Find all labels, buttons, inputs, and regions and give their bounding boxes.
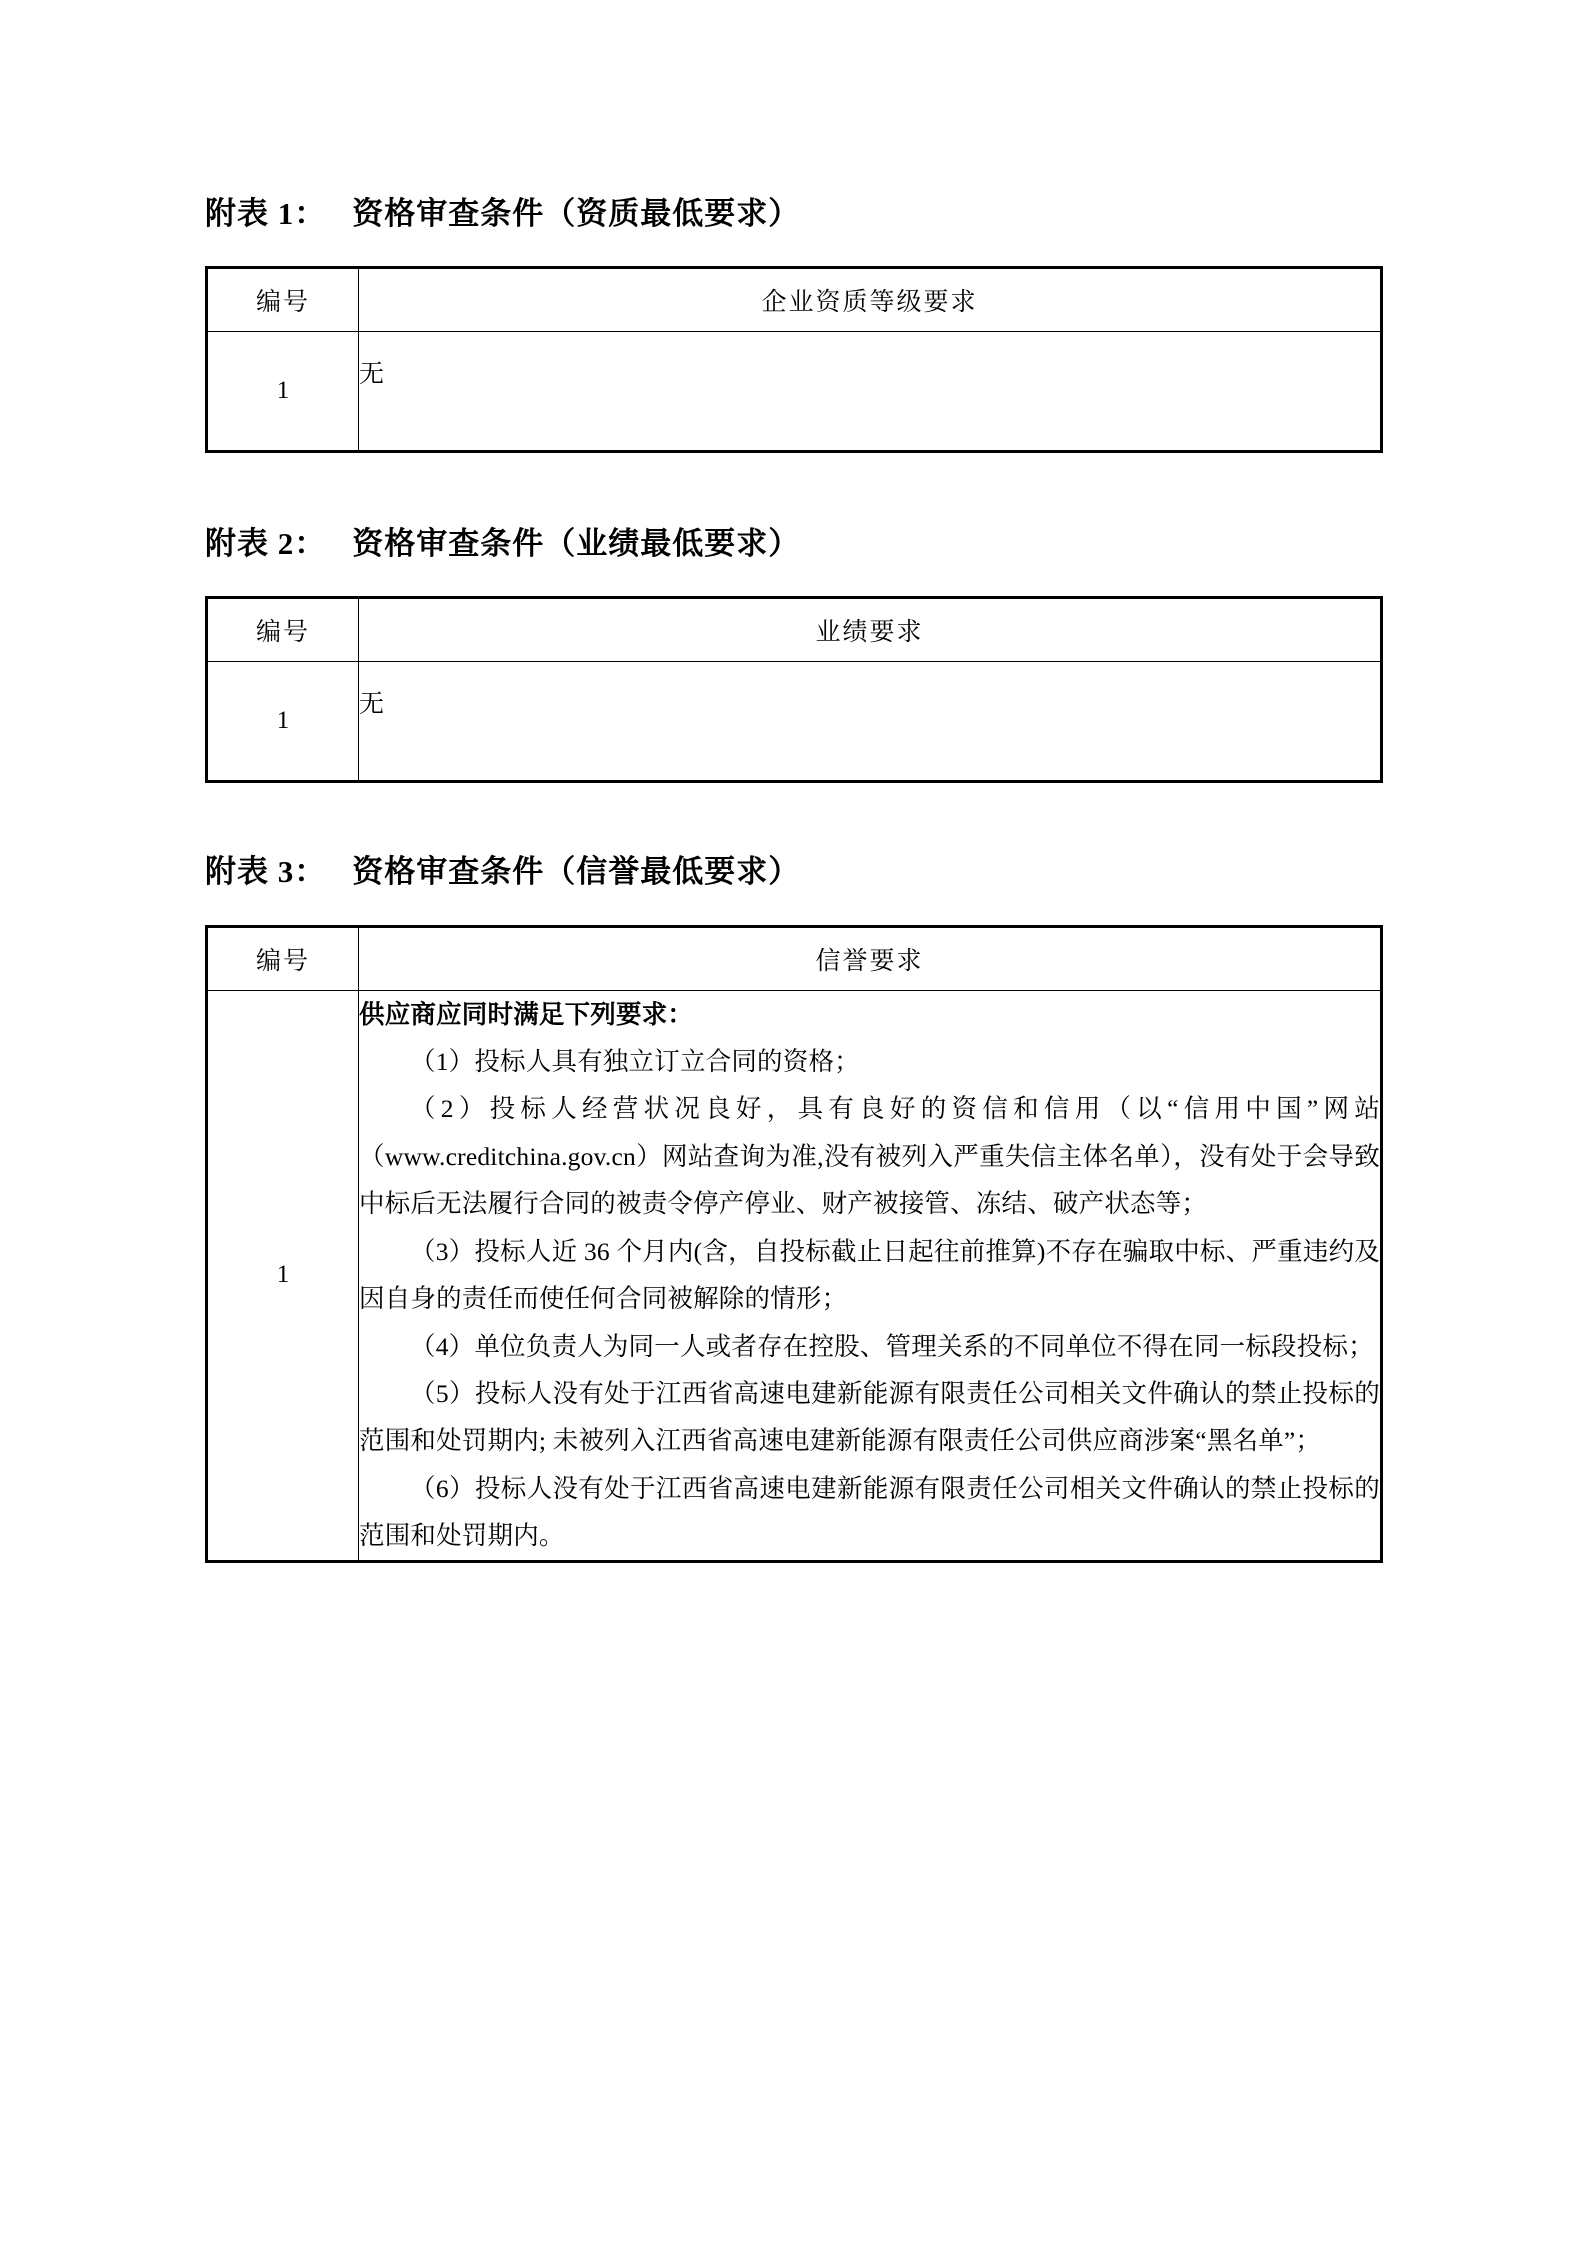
credit-item-6: （6）投标人没有处于江西省高速电建新能源有限责任公司相关文件确认的禁止投标的范围和处罚期内。 [359, 1473, 1380, 1551]
column-header-requirement-2: 业绩要求 [359, 598, 1382, 662]
section-heading-label-2: 附表 2： [205, 526, 327, 562]
column-header-no-2: 编号 [207, 598, 359, 662]
column-header-requirement-3: 信誉要求 [359, 926, 1382, 990]
column-header-requirement-1: 企业资质等级要求 [359, 268, 1382, 332]
cell-credit-requirements [359, 990, 1382, 1561]
cell-requirement: 无 [359, 662, 1382, 782]
table-header-row [207, 598, 1382, 662]
section-heading-attachment-3 [205, 853, 1387, 890]
credit-item-2: （2）投标人经营状况良好，具有良好的资信和信用（以“信用中国”网站（www.creditchina.gov.cn）网站查询为准,没有被列入严重失信主体名单），没有处于会导致中标后无法履行合同的被责令停产停业、财产被接管、冻结、破产状态等； [359, 1094, 1380, 1219]
table-attachment-2 [205, 596, 1383, 783]
credit-lead-text: 供应商应同时满足下列要求： [359, 999, 694, 1029]
credit-requirements-body [359, 991, 1380, 1560]
section-heading-label-1: 附表 1： [205, 196, 327, 231]
section-heading-attachment-2 [205, 525, 1387, 562]
column-header-no-3: 编号 [207, 926, 359, 990]
page-content [205, 195, 1387, 1563]
section-heading-label-3: 附表 3： [205, 854, 327, 890]
credit-item-5: （5）投标人没有处于江西省高速电建新能源有限责任公司相关文件确认的禁止投标的范围和处罚期内; 未被列入江西省高速电建新能源有限责任公司供应商涉案“黑名单”； [359, 1378, 1380, 1456]
cell-row-number: 1 [207, 662, 359, 782]
cell-requirement: 无 [359, 332, 1382, 452]
section-heading-text-2: 资格审查条件（业绩最低要求） [352, 526, 801, 562]
cell-row-number: 1 [207, 990, 359, 1561]
credit-item-1: （1）投标人具有独立订立合同的资格； [410, 1046, 860, 1076]
column-header-no-1: 编号 [207, 268, 359, 332]
section-heading-text-3: 资格审查条件（信誉最低要求） [352, 854, 801, 890]
table-attachment-1 [205, 266, 1383, 453]
table-header-row [207, 268, 1382, 332]
credit-item-4: （4）单位负责人为同一人或者存在控股、管理关系的不同单位不得在同一标段投标； [410, 1331, 1374, 1361]
section-heading-attachment-1 [205, 195, 1387, 232]
cell-row-number: 1 [207, 332, 359, 452]
table-row [207, 990, 1382, 1561]
section-heading-text-1: 资格审查条件（资质最低要求） [352, 196, 801, 231]
table-header-row [207, 926, 1382, 990]
credit-item-3: （3）投标人近 36 个月内(含，自投标截止日起往前推算)不存在骗取中标、严重违约及因自身的责任而使任何合同被解除的情形； [359, 1236, 1380, 1314]
table-attachment-3 [205, 925, 1383, 1563]
table-row [207, 662, 1382, 782]
table-row [207, 332, 1382, 452]
